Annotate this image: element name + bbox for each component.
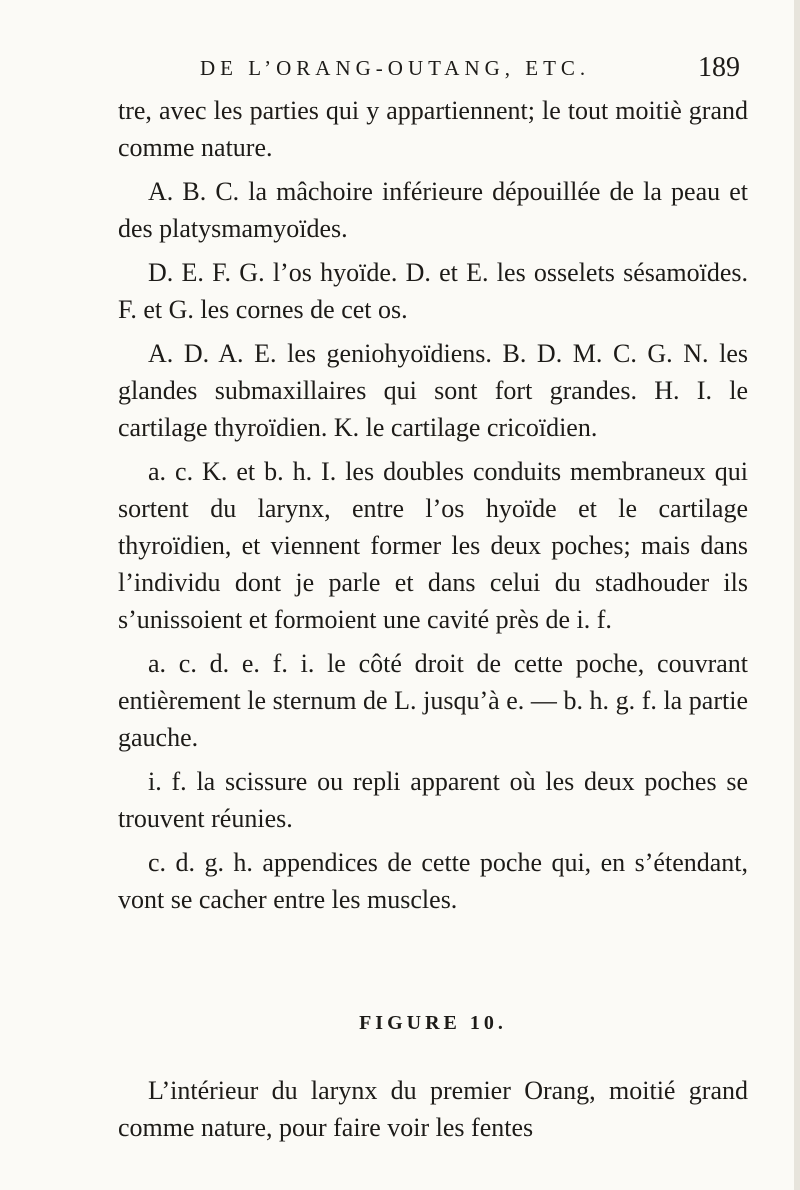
page-edge bbox=[794, 0, 800, 1190]
paragraph: c. d. g. h. appendices de cette poche qui, en s’étendant, vont se cacher entre les muscles. bbox=[118, 848, 748, 914]
running-title: DE L’ORANG-OUTANG, ETC. bbox=[200, 56, 591, 80]
paragraph: tre, avec les parties qui y appartiennent; le tout moitiè grand comme nature. bbox=[118, 96, 748, 162]
paragraph: D. E. F. G. l’os hyoïde. D. et E. les osselets sésamoïdes. F. et G. les cornes de cet os. bbox=[118, 258, 748, 324]
paragraph: i. f. la scissure ou repli apparent où les deux poches se trouvent réunies. bbox=[118, 767, 748, 833]
page-header bbox=[200, 52, 750, 88]
figure-heading: FIGURE 10. bbox=[359, 1012, 507, 1034]
paragraph: L’intérieur du larynx du premier Orang, moitié grand comme nature, pour faire voir les fentes bbox=[118, 1076, 748, 1142]
tail-text bbox=[118, 1072, 748, 1146]
paragraph: a. c. K. et b. h. I. les doubles conduits membraneux qui sortent du larynx, entre l’os hyoïde et le cartilage thyroïdien, et viennent former les deux poches; mais dans l’individu dont je parle et dans celui du stadhouder ils s’unissoient et formoient une cavité près de i. f. bbox=[118, 457, 748, 634]
paragraph: A. D. A. E. les geniohyoïdiens. B. D. M. C. G. N. les glandes submaxillaires qui sont fort grandes. H. I. le cartilage thyroïdien. K. le cartilage cricoïdien. bbox=[118, 339, 748, 442]
body-text bbox=[118, 92, 748, 925]
paragraph: A. B. C. la mâchoire inférieure dépouillée de la peau et des platysmamyoïdes. bbox=[118, 177, 748, 243]
paragraph: a. c. d. e. f. i. le côté droit de cette poche, couvrant entièrement le sternum de L. jusqu’à e. — b. h. g. f. la partie gauche. bbox=[118, 649, 748, 752]
page-number: 189 bbox=[698, 52, 740, 83]
